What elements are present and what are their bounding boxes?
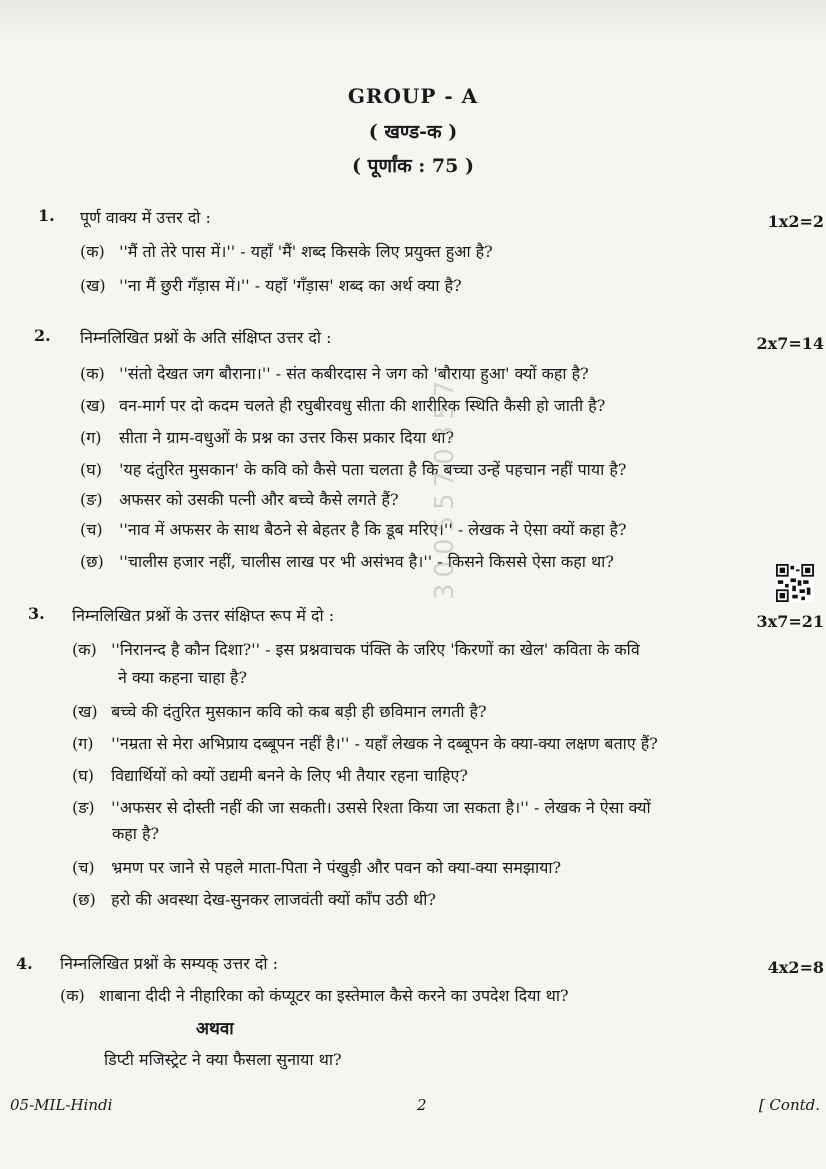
sub-text: वन-मार्ग पर दो कदम चलते ही रघुबीरवधु सीता की शारीरिक स्थिति कैसी हो जाती है? xyxy=(119,396,606,415)
sub-question xyxy=(80,240,493,262)
sub-label: (ख) xyxy=(80,276,106,295)
sub-text: शाबाना दीदी ने नीहारिका को कंप्यूटर का इस्तेमाल कैसे करने का उपदेश दिया था? xyxy=(99,986,569,1005)
sub-text: 'यह दंतुरित मुसकान' के कवि को कैसे पता चलता है कि बच्चा उन्हें पहचान नहीं पाया है? xyxy=(119,460,627,479)
sub-question xyxy=(60,984,569,1006)
qr-code-icon xyxy=(776,564,814,602)
alternate-question: डिप्टी मजिस्ट्रेट ने क्या फैसला सुनाया था? xyxy=(104,1050,342,1069)
sub-question xyxy=(80,488,399,510)
sub-text: ''नम्रता से मेरा अभिप्राय दब्बूपन नहीं है।'' - यहाँ लेखक ने दब्बूपन के क्या-क्या लक्षण बताए हैं? xyxy=(111,734,658,753)
sub-label: (च) xyxy=(80,520,103,539)
sub-question xyxy=(72,732,658,754)
sub-label: (ख) xyxy=(80,396,106,415)
sub-text-continued: ने क्या कहना चाहा है? xyxy=(118,668,248,687)
sub-text: हरो की अवस्था देख-सुनकर लाजवंती क्यों काँप उठी थी? xyxy=(111,890,436,909)
question-text: निम्नलिखित प्रश्नों के सम्यक् उत्तर दो : xyxy=(60,954,278,973)
sub-text: विद्यार्थियों को क्यों उद्यमी बनने के लिए भी तैयार रहना चाहिए? xyxy=(111,766,468,785)
sub-label: (ख) xyxy=(72,702,98,721)
sub-text: ''ना मैं छुरी गँड़ास में।'' - यहाँ 'गँड़ास' शब्द का अर्थ क्या है? xyxy=(119,276,462,295)
question-marks: 4x2=8 xyxy=(767,958,824,977)
sub-text-continued: कहा है? xyxy=(112,824,160,843)
sub-label: (क) xyxy=(60,986,85,1005)
sub-label: (च) xyxy=(72,858,95,877)
sub-question xyxy=(72,700,487,722)
sub-text: ''चालीस हजार नहीं, चालीस लाख पर भी असंभव है।'' - किसने किससे ऐसा कहा था? xyxy=(119,552,614,571)
sub-text: सीता ने ग्राम-वधुओं के प्रश्न का उत्तर किस प्रकार दिया था? xyxy=(119,428,455,447)
sub-question xyxy=(80,518,627,540)
or-separator: अथवा xyxy=(196,1019,234,1039)
watermark: 3005570357 xyxy=(430,374,460,600)
sub-question xyxy=(72,856,561,878)
question-text: निम्नलिखित प्रश्नों के उत्तर संक्षिप्त रूप में दो : xyxy=(72,606,335,625)
sub-label: (घ) xyxy=(80,460,102,479)
question-marks: 3x7=21 xyxy=(756,612,824,631)
question-number: 4. xyxy=(16,954,33,973)
sub-label: (ङ) xyxy=(80,490,103,509)
question-number: 1. xyxy=(38,206,55,225)
question-text: निम्नलिखित प्रश्नों के अति संक्षिप्त उत्तर दो : xyxy=(80,328,332,347)
sub-label: (क) xyxy=(80,242,105,261)
sub-label: (ग) xyxy=(80,428,102,447)
group-title: GROUP - A xyxy=(347,84,479,108)
sub-label: (घ) xyxy=(72,766,94,785)
sub-label: (ङ) xyxy=(72,798,95,817)
sub-label: (छ) xyxy=(72,890,96,909)
sub-question xyxy=(80,362,589,384)
scan-shade xyxy=(0,0,826,40)
sub-label: (क) xyxy=(80,364,105,383)
section-title: ( खण्ड-क ) xyxy=(368,121,458,143)
sub-text: भ्रमण पर जाने से पहले माता-पिता ने पंखुड़ी और पवन को क्या-क्या समझाया? xyxy=(111,858,562,877)
question-number: 3. xyxy=(28,604,45,623)
sub-label: (ग) xyxy=(72,734,94,753)
sub-text: ''नाव में अफसर के साथ बैठने से बेहतर है कि डूब मरिए।'' - लेखक ने ऐसा क्यों कहा है? xyxy=(119,520,627,539)
sub-text: ''संतो देखत जग बौराना।'' - संत कबीरदास ने जग को 'बौराया हुआ' क्यों कहा है? xyxy=(119,364,589,383)
question-marks: 2x7=14 xyxy=(756,334,824,353)
page-number: 2 xyxy=(417,1096,427,1114)
sub-question xyxy=(72,796,651,818)
sub-question xyxy=(80,394,605,416)
sub-text: ''निरानन्द है कौन दिशा?'' - इस प्रश्नवाचक पंक्ति के जरिए 'किरणों का खेल' कविता के कवि xyxy=(111,640,640,659)
sub-question xyxy=(80,550,614,572)
sub-text: ''मैं तो तेरे पास में।'' - यहाँ 'मैं' शब्द किसके लिए प्रयुक्त हुआ है? xyxy=(119,242,493,261)
total-marks: ( पूर्णांक : 75 ) xyxy=(352,155,474,177)
sub-question xyxy=(80,274,462,296)
sub-question xyxy=(72,764,468,786)
question-text: पूर्ण वाक्य में उत्तर दो : xyxy=(80,208,211,227)
paper-code: 05-MIL-Hindi xyxy=(10,1096,113,1114)
continued-marker: [ Contd. xyxy=(758,1096,820,1114)
question-number: 2. xyxy=(34,326,51,345)
sub-text: अफसर को उसकी पत्नी और बच्चे कैसे लगते हैं? xyxy=(119,490,399,509)
question-marks: 1x2=2 xyxy=(767,212,824,231)
sub-question xyxy=(72,638,640,660)
sub-question xyxy=(80,426,454,448)
sub-text: बच्चे की दंतुरित मुसकान कवि को कब बड़ी ही छविमान लगती है? xyxy=(111,702,487,721)
sub-question xyxy=(72,888,436,910)
sub-text: ''अफसर से दोस्ती नहीं की जा सकती। उससे रिश्ता किया जा सकता है।'' - लेखक ने ऐसा क्यों xyxy=(111,798,651,817)
sub-question xyxy=(80,458,626,480)
sub-label: (छ) xyxy=(80,552,104,571)
sub-label: (क) xyxy=(72,640,97,659)
